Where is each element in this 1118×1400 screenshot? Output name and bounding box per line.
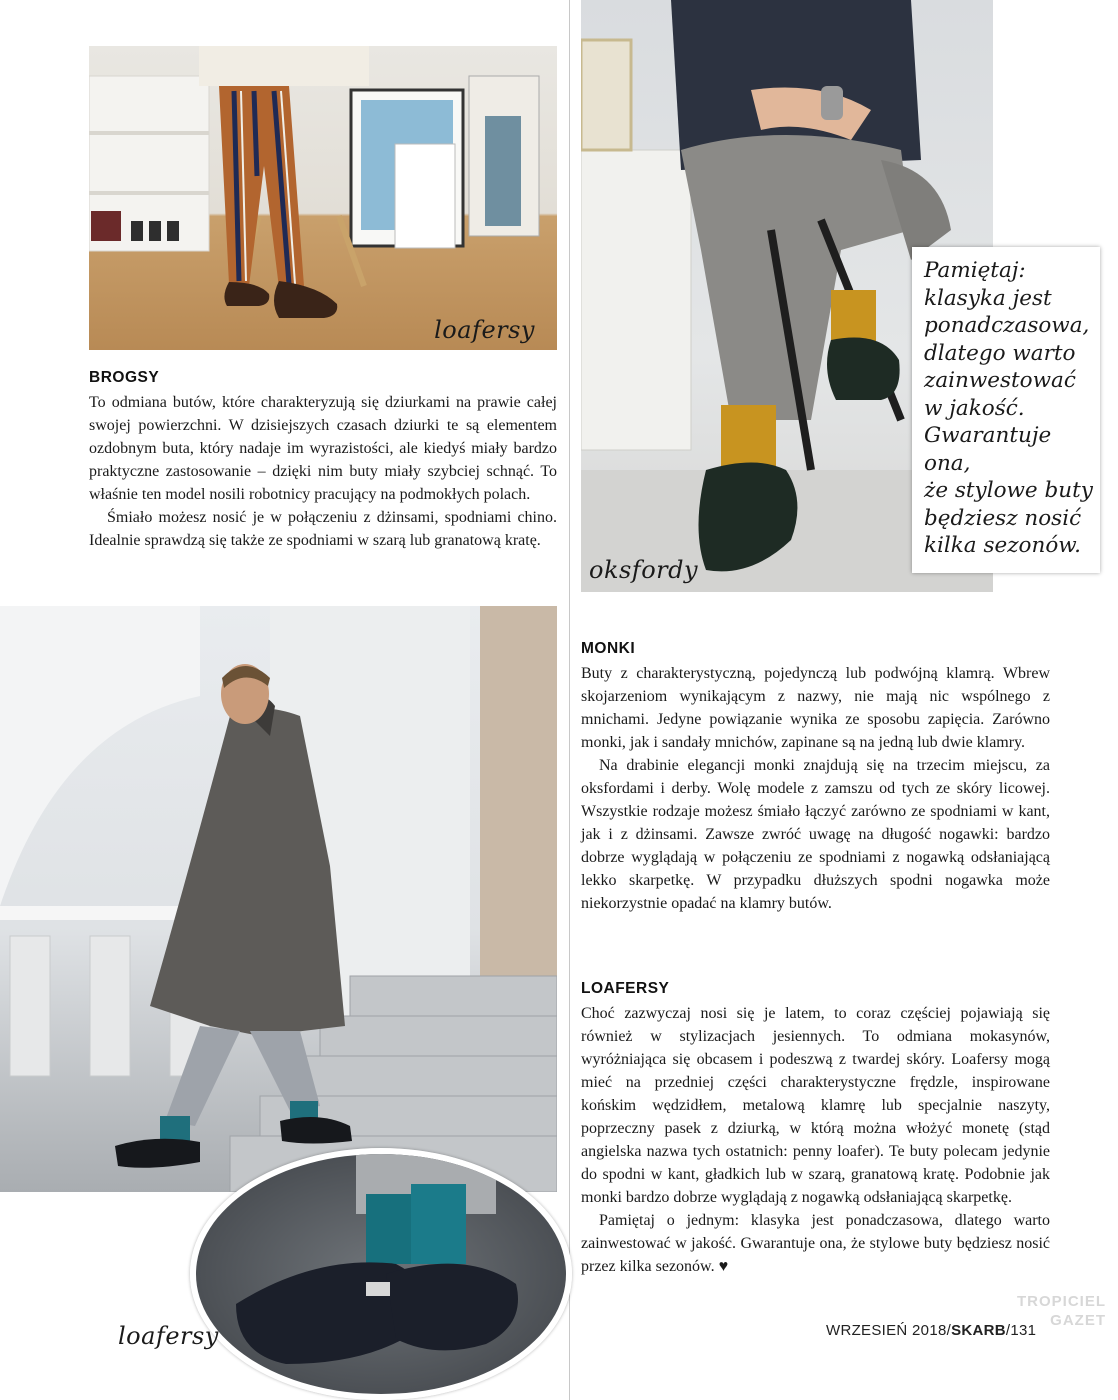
section-title-loafersy: LOAFERSY: [581, 980, 670, 997]
paragraph: Choć zazwyczaj nosi się je latem, to coraz częściej pojawiają się również w stylizacjach jesiennych. To odmiana mokasynów, wyróżniająca się obcasem i podeszwą z twardej skóry. Loafersy mogą mieć na przedniej części charakterystyczne frędzle, inspirowane końskim wędzidłem, metalową klamrę lub specjalnie naszyty, poprzeczny pasek z dziurką, w którą można włożyć monetę (stąd angielska nazwa tych ostatnich: penny loafer). Te buty polecam jedynie do spodni w kant, gładkich lub w szarą, granatową kratę. Podobnie jak monki bardzo dobrze wyglądają z nogawką odsłaniającą skarpetkę.: [581, 1005, 1050, 1206]
section-title-monki: MONKI: [581, 640, 636, 657]
quote-line: że stylowe buty: [924, 478, 1093, 503]
watermark-line: GAZET: [1050, 1312, 1106, 1329]
quote-line: klasyka jest: [924, 285, 1052, 311]
quote-line: dlatego warto: [924, 340, 1076, 366]
quote-line: ona,: [924, 450, 971, 476]
paragraph: Pamiętaj o jednym: klasyka jest ponadczasowa, dlatego warto zainwestować w jakość. Gwarantuje ona, że stylowe buty będziesz nosić przez kilka sezonów. ♥: [581, 1212, 1050, 1275]
photo-loafers-illustration: [89, 46, 557, 350]
footer-separator: /: [946, 1322, 952, 1339]
footer-magazine: SKARB: [951, 1322, 1006, 1339]
quote-line: zainwestować: [924, 368, 1076, 393]
quote-line: będziesz nosić: [924, 505, 1082, 531]
footer-page-separator: /: [1005, 1322, 1011, 1339]
section-body-monki: [581, 662, 1050, 915]
paragraph: Śmiało możesz nosić je w połączeniu z dżinsami, spodniami chino. Idealnie sprawdzą się także ze spodniami w szarą lub granatową kratę.: [89, 509, 557, 549]
inset-loafers-closeup: [190, 1148, 572, 1400]
footer-date: WRZESIEŃ 2018: [826, 1322, 947, 1339]
watermark-line: TROPICIEL: [1016, 1293, 1106, 1310]
photo-loafers-striped-trousers: [89, 46, 557, 350]
section-body-loafersy: [581, 1002, 1050, 1278]
page-footer: [826, 1322, 1036, 1339]
page-number: 131: [1010, 1322, 1037, 1339]
pull-quote-text: [912, 247, 1100, 560]
photo-man-in-coat-stairs: [0, 606, 557, 1192]
quote-line: kilka sezonów.: [924, 533, 1081, 558]
quote-line: Pamiętaj:: [924, 258, 1026, 283]
column-divider: [569, 0, 570, 1400]
paragraph: Na drabinie elegancji monki znajdują się na trzecim miejscu, za oksfordami i derby. Wolę modele z zamszu od tych ze skóry licowej. Wszystkie rodzaje możesz śmiało łączyć zarówno ze spodniami w kant, jak i z dżinsami. Zawsze zwróć uwagę na długość nogawki: bardzo dobrze wyglądają w połączeniu ze spodniami z nogawką odsłaniającą lekko skarpetkę. W przypadku dłuższych spodni nogawka może niekorzystnie opadać na klamry butów.: [581, 757, 1050, 912]
photo-caption: loafersy: [118, 1322, 219, 1350]
inset-loafers-illustration: [196, 1154, 566, 1394]
section-body-brogsy: [89, 391, 557, 552]
pull-quote-box: [912, 247, 1100, 573]
quote-line: w jakość.: [924, 395, 1025, 421]
photo-coat-illustration: [0, 606, 557, 1192]
quote-line: ponadczasowa,: [924, 313, 1090, 338]
photo-caption: oksfordy: [589, 556, 699, 584]
paragraph: Buty z charakterystyczną, pojedynczą lub podwójną klamrą. Wbrew skojarzeniom wynikającym z nazwy, nie mają nic wspólnego z mnichami. Jedyne powiązanie wynika ze sposobu zapięcia. Zarówno monki, jak i sandały mnichów, zapinane są na jedną lub dwie klamry.: [581, 665, 1050, 751]
quote-line: Gwarantuje: [924, 423, 1052, 448]
photo-caption: loafersy: [434, 316, 535, 344]
paragraph: To odmiana butów, które charakteryzują się dziurkami na prawie całej swojej powierzchni. W dzisiejszych czasach dziurki te są elementem ozdobnym buta, który nadaje im wyrazistości, ale kiedyś miały bardzo praktyczne zastosowanie – dzięki nim buty miały szybciej schnąć. To właśnie ten model nosili robotnicy pracujący na podmokłych polach.: [89, 394, 557, 503]
section-title-brogsy: BROGSY: [89, 369, 160, 386]
